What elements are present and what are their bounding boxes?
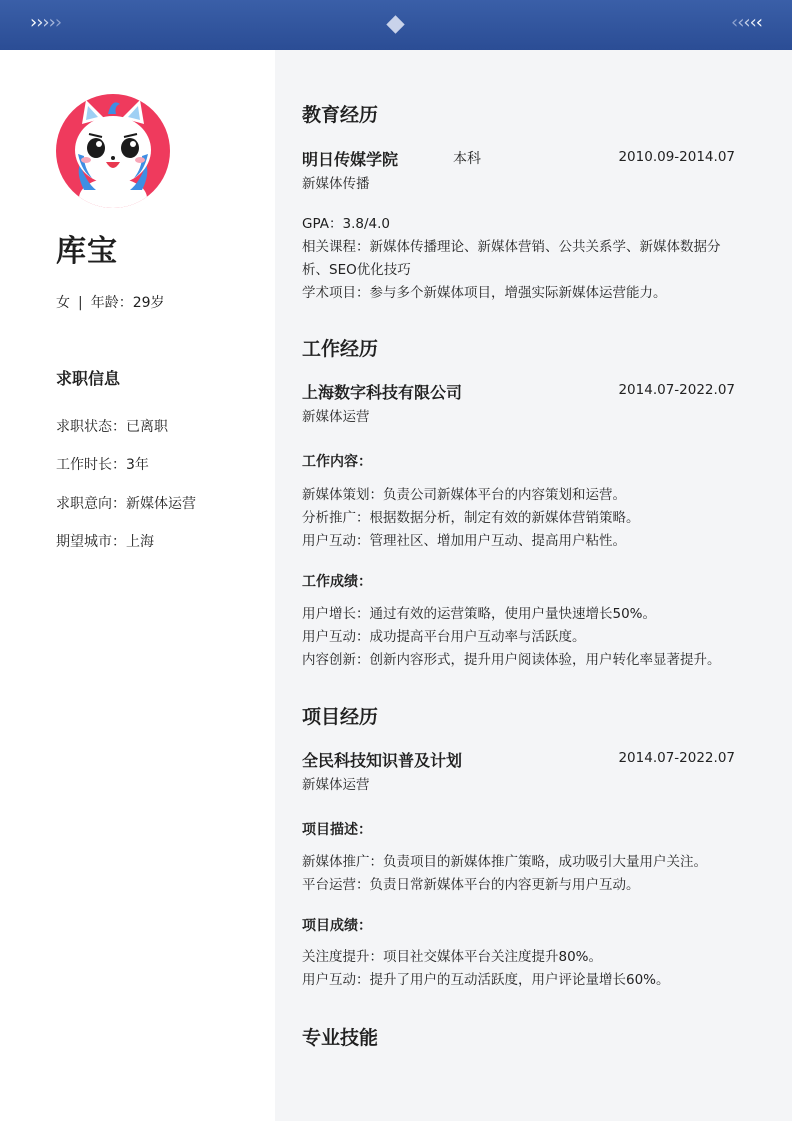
gender: 女 — [56, 295, 70, 311]
separator: | — [78, 295, 83, 311]
project-name: 全民科技知识普及计划 — [302, 751, 463, 770]
company-name: 上海数字科技有限公司 — [302, 383, 463, 402]
project-title: 项目经历 — [302, 706, 379, 728]
profile-name: 库宝 — [56, 234, 118, 269]
work-achievement-1: 用户增长：通过有效的运营策略，使用户量快速增长50%。 — [302, 606, 657, 622]
education-title: 教育经历 — [302, 104, 379, 126]
job-years: 工作时长：3年 — [56, 457, 149, 473]
project-desc-title: 项目描述： — [302, 822, 372, 838]
work-role: 新媒体运营 — [302, 409, 370, 425]
academic-projects: 学术项目：参与多个新媒体项目，增强实际新媒体运营能力。 — [302, 285, 667, 301]
project-role: 新媒体运营 — [302, 777, 370, 793]
avatar — [56, 94, 170, 208]
work-achievement-2: 用户互动：成功提高平台用户互动率与活跃度。 — [302, 629, 586, 645]
profile-meta — [56, 292, 165, 312]
courses: 相关课程：新媒体传播理论、新媒体营销、公共关系学、新媒体数据分析、SEO优化技巧 — [302, 239, 721, 278]
work-achieve-title: 工作成绩： — [302, 574, 372, 590]
degree: 本科 — [453, 151, 481, 167]
work-title: 工作经历 — [302, 338, 379, 360]
project-result-2: 用户互动：提升了用户的互动活跃度，用户评论量增长60%。 — [302, 972, 670, 988]
school-name: 明日传媒学院 — [302, 150, 399, 169]
project-result-title: 项目成绩： — [302, 918, 372, 934]
sidebar — [0, 50, 275, 1121]
work-date: 2014.07-2022.07 — [618, 382, 735, 398]
job-info-title: 求职信息 — [56, 369, 121, 388]
work-content-title: 工作内容： — [302, 454, 372, 470]
cat-mascot-icon — [56, 94, 170, 208]
education-date: 2010.09-2014.07 — [618, 149, 735, 165]
project-desc-2: 平台运营：负责日常新媒体平台的内容更新与用户互动。 — [302, 877, 640, 893]
diamond-icon — [386, 15, 404, 33]
work-content-2: 分析推广：根据数据分析，制定有效的新媒体营销策略。 — [302, 510, 640, 526]
work-achievement-3: 内容创新：创新内容形式，提升用户阅读体验，用户转化率显著提升。 — [302, 652, 721, 668]
job-intent: 求职意向：新媒体运营 — [56, 496, 196, 512]
project-date: 2014.07-2022.07 — [618, 750, 735, 766]
major: 新媒体传播 — [302, 176, 370, 192]
header-bar — [0, 0, 792, 50]
project-result-1: 关注度提升：项目社交媒体平台关注度提升80%。 — [302, 949, 603, 965]
chevrons-left-icon: ‹ ‹ ‹ ‹ ‹ — [730, 12, 760, 33]
project-desc-1: 新媒体推广：负责项目的新媒体推广策略，成功吸引大量用户关注。 — [302, 854, 707, 870]
skills-title: 专业技能 — [302, 1027, 379, 1049]
job-city: 期望城市：上海 — [56, 534, 154, 550]
work-content-3: 用户互动：管理社区、增加用户互动、提高用户粘性。 — [302, 533, 626, 549]
chevrons-right-icon: › › › › › — [30, 12, 60, 33]
work-content-1: 新媒体策划：负责公司新媒体平台的内容策划和运营。 — [302, 487, 626, 503]
age: 年龄：29岁 — [90, 295, 165, 311]
gpa: GPA：3.8/4.0 — [302, 216, 390, 232]
job-status: 求职状态：已离职 — [56, 419, 168, 435]
